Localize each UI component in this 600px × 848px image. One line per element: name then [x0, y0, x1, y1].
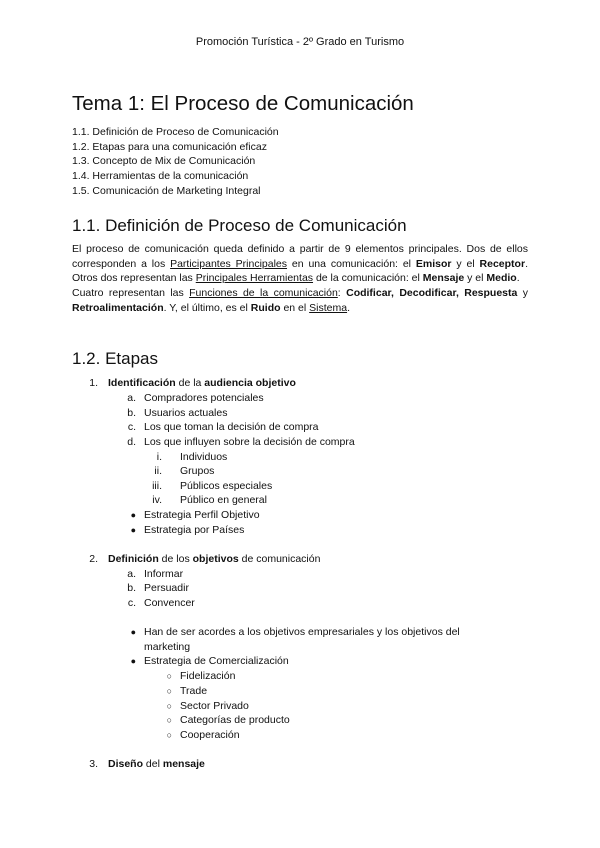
underlined-term: Participantes Principales	[170, 257, 288, 270]
bullet-icon: ●	[130, 656, 136, 666]
list-marker: d.	[127, 436, 136, 448]
text: .	[347, 301, 350, 314]
bold-term: Mensaje	[422, 272, 465, 285]
bold-term: Receptor	[479, 257, 526, 270]
section-heading-definition: 1.1. Definición de Proceso de Comunicación	[72, 216, 407, 235]
bold-term: Definición	[108, 553, 159, 565]
list-item: Convencer	[144, 597, 195, 609]
circle-bullet-icon: ○	[166, 686, 172, 696]
list-item: Persuadir	[144, 582, 189, 594]
list-item: Estrategia Perfil Objetivo	[144, 509, 260, 521]
text: y el	[451, 257, 480, 270]
bullet-icon: ●	[130, 510, 136, 520]
list-item: Cooperación	[180, 729, 240, 741]
list-item: Grupos	[180, 465, 215, 477]
text: de la	[175, 377, 205, 389]
circle-bullet-icon: ○	[166, 671, 172, 681]
list-marker: a.	[127, 392, 136, 404]
list-number: 2.	[89, 553, 98, 565]
text: . Y, el último, es el	[163, 301, 251, 314]
text: :	[337, 287, 347, 300]
text: del	[143, 758, 163, 770]
list-item	[108, 552, 320, 567]
list-item: Categorías de producto	[180, 714, 290, 726]
bold-term: Emisor	[415, 257, 452, 270]
list-marker: b.	[127, 407, 136, 419]
underlined-term: Principales Herramientas	[195, 272, 314, 285]
list-item: Individuos	[180, 451, 228, 463]
list-marker: c.	[127, 421, 136, 433]
bold-term: Medio	[486, 272, 517, 285]
circle-bullet-icon: ○	[166, 715, 172, 725]
list-item	[108, 376, 296, 391]
table-of-contents	[72, 125, 279, 199]
list-marker: iii.	[152, 480, 162, 492]
list-marker: i.	[156, 451, 162, 463]
page-title: Tema 1: El Proceso de Comunicación	[72, 92, 414, 115]
list-item: Los que toman la decisión de compra	[144, 421, 319, 433]
toc-item: 1.5. Comunicación de Marketing Integral	[72, 184, 261, 197]
list-item: Trade	[180, 685, 208, 697]
list-marker: c.	[127, 597, 136, 609]
toc-item: 1.2. Etapas para una comunicación eficaz	[72, 140, 267, 153]
list-item: Informar	[144, 568, 184, 580]
toc-item: 1.1. Definición de Proceso de Comunicación	[72, 126, 279, 138]
text: .	[516, 272, 520, 285]
underlined-term: Funciones de la comunicación	[189, 287, 338, 300]
list-item: Fidelización	[180, 670, 236, 682]
list-item: Estrategia por Países	[144, 524, 245, 536]
list-item: Públicos especiales	[180, 480, 273, 492]
list-marker: iv.	[152, 494, 162, 506]
bold-term: Retroalimentación	[72, 301, 164, 314]
page-header: Promoción Turística - 2º Grado en Turismo	[195, 36, 405, 48]
list-number: 1.	[89, 377, 98, 389]
text: y el	[464, 272, 487, 285]
text: de la comunicación: el	[313, 272, 423, 285]
bold-term: mensaje	[162, 758, 205, 770]
underlined-term: Sistema	[309, 301, 348, 314]
list-item: Han de ser acordes a los objetivos empresariales y los objetivos del	[144, 626, 460, 638]
bold-term: objetivos	[192, 553, 239, 565]
text: Cuatro representan las	[72, 287, 190, 300]
list-item-continuation: marketing	[144, 641, 191, 653]
list-item: Estrategia de Comercialización	[144, 655, 289, 667]
list-marker: b.	[127, 582, 136, 594]
text: de los	[158, 553, 193, 565]
text: . Otros dos representan las	[72, 257, 528, 285]
list-item: Los que influyen sobre la decisión de compra	[144, 436, 355, 448]
circle-bullet-icon: ○	[166, 701, 172, 711]
text: en una comunicación: el	[287, 257, 416, 270]
bold-term: Codificar, Decodificar, Respuesta	[346, 287, 518, 300]
bullet-icon: ●	[130, 525, 136, 535]
list-marker: a.	[127, 568, 136, 580]
list-marker: ii.	[154, 465, 162, 477]
bold-term: Ruido	[250, 301, 281, 314]
list-item: Sector Privado	[180, 700, 249, 712]
list-item: Compradores potenciales	[144, 392, 264, 404]
bold-term: Identificación	[108, 377, 176, 389]
list-item: Público en general	[180, 494, 267, 506]
text: de comunicación	[238, 553, 321, 565]
section-heading-stages: 1.2. Etapas	[72, 349, 159, 368]
text: El proceso de comunicación queda definido a partir de 9 elementos principales. Dos de ellos corresponden a los	[72, 243, 528, 270]
bullet-icon: ●	[130, 627, 136, 637]
bold-term: audiencia objetivo	[204, 377, 296, 389]
toc-item: 1.3. Concepto de Mix de Comunicación	[72, 155, 256, 168]
text: y	[517, 287, 528, 300]
definition-paragraph	[72, 242, 528, 316]
bold-term: Diseño	[108, 758, 144, 770]
list-item: Usuarios actuales	[144, 407, 228, 419]
toc-item: 1.4. Herramientas de la comunicación	[72, 170, 249, 183]
list-number: 3.	[89, 758, 98, 770]
list-item	[108, 757, 205, 772]
text: en el	[280, 301, 310, 314]
circle-bullet-icon: ○	[166, 730, 172, 740]
